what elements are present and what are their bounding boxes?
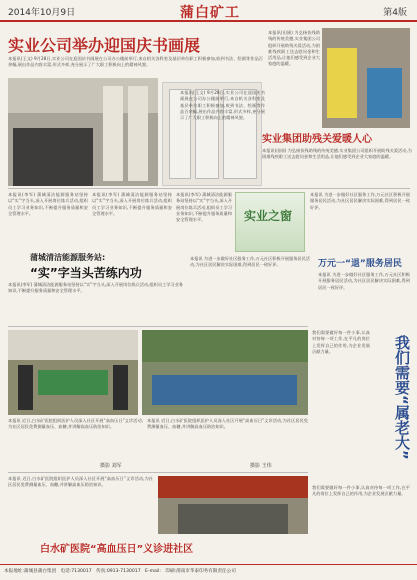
article-text-2: 本报讯(田刚) 为弘扬扶残助残的传统美德,实业集团公司组织开展助残关爱活动,为困难残疾职工送去慰问金和生活用品,让他们感受到企业大家庭的温暖。 xyxy=(268,30,320,67)
article-text-15: 我们需要做好每一件小事,认真对待每一项工作,在平凡的岗位上发挥自己的作用,为企业发展贡献力量。 xyxy=(312,485,410,497)
article-text-10: 本报讯 为进一步做好社区服务工作,万元社区积极开展服务居民活动,为社区居民解决实际困难,得到居民一致好评。 xyxy=(318,272,410,290)
subhead-pingcheng: 蒲城清洁能源服务站: xyxy=(30,253,106,262)
divider-3 xyxy=(8,472,308,473)
exhibition-photo xyxy=(8,78,158,186)
article-text-4: 本报讯(李军) 蒲城清洁能源服务站坚持以“实”字当头,深入开展岗位练兵活动,组织员工学习业务知识,不断提升服务质量和安全管理水平。 xyxy=(8,192,88,216)
headline-right-col: 我们需要“属老大” xyxy=(393,335,411,460)
page-number: 第4版 xyxy=(383,8,407,18)
article-text-7: 本报讯(李军) 蒲城清洁能源服务站坚持以“实”字当头,深入开展岗位练兵活动,组织员工学习业务知识,不断提升服务质量和安全管理水平。 xyxy=(8,282,183,294)
series-banner xyxy=(235,192,305,252)
headline-top: 实业公司举办迎国庆书画展 xyxy=(8,36,201,55)
caption-2: 摄影 王伟 xyxy=(250,463,272,469)
article-text-12: 本报讯 近日,白水矿医院组织医护人员深入社区开展“高血压日”义诊活动,为社区居民免费测量血压、血糖,并讲解高血压防治知识。 xyxy=(147,418,308,430)
footer-rule xyxy=(0,564,417,565)
article-text-3: 本报讯(田刚) 为弘扬扶残助残的传统美德,实业集团公司组织开展助残关爱活动,为困难残疾职工送去慰问金和生活用品,让他们感受到企业大家庭的温暖。 xyxy=(262,148,412,160)
footer xyxy=(4,568,414,574)
divider-2 xyxy=(8,326,308,327)
article-text-14: 本报讯 近日,白水矿医院组织医护人员深入社区开展“高血压日”义诊活动,为社区居民免费测量血压、血糖,并讲解高血压防治知识。 xyxy=(8,476,153,488)
article-text-13: 我们需要做好每一件小事,认真对待每一项工作,在平凡的岗位上发挥自己的作用,为企业发展贡献力量。 xyxy=(312,330,370,354)
headline-wanliu: 万元一“退”服务居民 xyxy=(318,259,402,269)
article-text-2b: 本报讯(王文) 9月28日,实业公司在迎国庆书画展在公司办公楼前举行,来自机关各科室及基层单位职工积极参加,收到书法、绘画等作品百余幅,展出作品内容丰富,形式多样,充分展示了广大职工积极向上的精神风貌。 xyxy=(180,90,265,121)
footer-fax: 传真:0913-7130017 xyxy=(96,569,141,574)
headline-care: 实业集团助残关爱暖人心 xyxy=(262,134,372,145)
article-text-9: 本报讯 为进一步做好社区服务工作,万元社区积极开展服务居民活动,为社区居民解决实际困难,得到居民一致好评。 xyxy=(190,256,310,268)
series-title: 实业之窗 xyxy=(244,209,293,223)
article-text-1: 本报讯(王文) 9月28日,实业公司在迎国庆书画展在公司办公楼前举行,来自机关各科室及基层单位职工积极参加,收到书法、绘画等作品百余幅,展出作品内容丰富,形式多样,充分展示了广大职工积极向上的精神风貌。 xyxy=(8,56,263,68)
article-text-6: 本报讯(李军) 蒲城清洁能源服务站坚持以“实”字当头,深入开展岗位练兵活动,组织员工学习业务知识,不断提升服务质量和安全管理水平。 xyxy=(176,192,232,223)
footer-print: 印刷:渭南市华泰印务有限责任公司 xyxy=(165,569,236,574)
article-text-5: 本报讯(李军) 蒲城清洁能源服务站坚持以“实”字当头,深入开展岗位练兵活动,组织员工学习业务知识,不断提升服务质量和安全管理水平。 xyxy=(92,192,172,216)
caption-1: 摄影 刘军 xyxy=(100,463,122,469)
clinic-photo xyxy=(158,476,308,534)
page-header xyxy=(0,0,417,22)
drill-photo xyxy=(142,330,308,415)
headline-bottom: 白水矿医院“高血压日”义诊进社区 xyxy=(40,544,194,555)
care-photo xyxy=(322,28,410,128)
issue-date: 2014年10月9日 xyxy=(8,8,76,18)
article-text-8: 本报讯 为进一步做好社区服务工作,万元社区积极开展服务居民活动,为社区居民解决实际困难,得到居民一致好评。 xyxy=(310,192,410,210)
footer-email: E-mail: xyxy=(145,569,161,574)
article-text-11: 本报讯 近日,白水矿医院组织医护人员深入社区开展“高血压日”义诊活动,为社区居民免费测量血压、血糖,并讲解高血压防治知识。 xyxy=(8,418,143,430)
headline-interview: “实”字当头苦练内功 xyxy=(30,266,142,280)
footer-tel: 电话:7130017 xyxy=(60,569,92,574)
wanliu-headline-box xyxy=(318,256,410,270)
meeting-photo xyxy=(8,330,138,415)
masthead: 蒲白矿工 xyxy=(180,5,240,21)
footer-address: 本报地址:蒲城县蒲白集团 xyxy=(4,569,57,574)
divider xyxy=(8,188,410,189)
